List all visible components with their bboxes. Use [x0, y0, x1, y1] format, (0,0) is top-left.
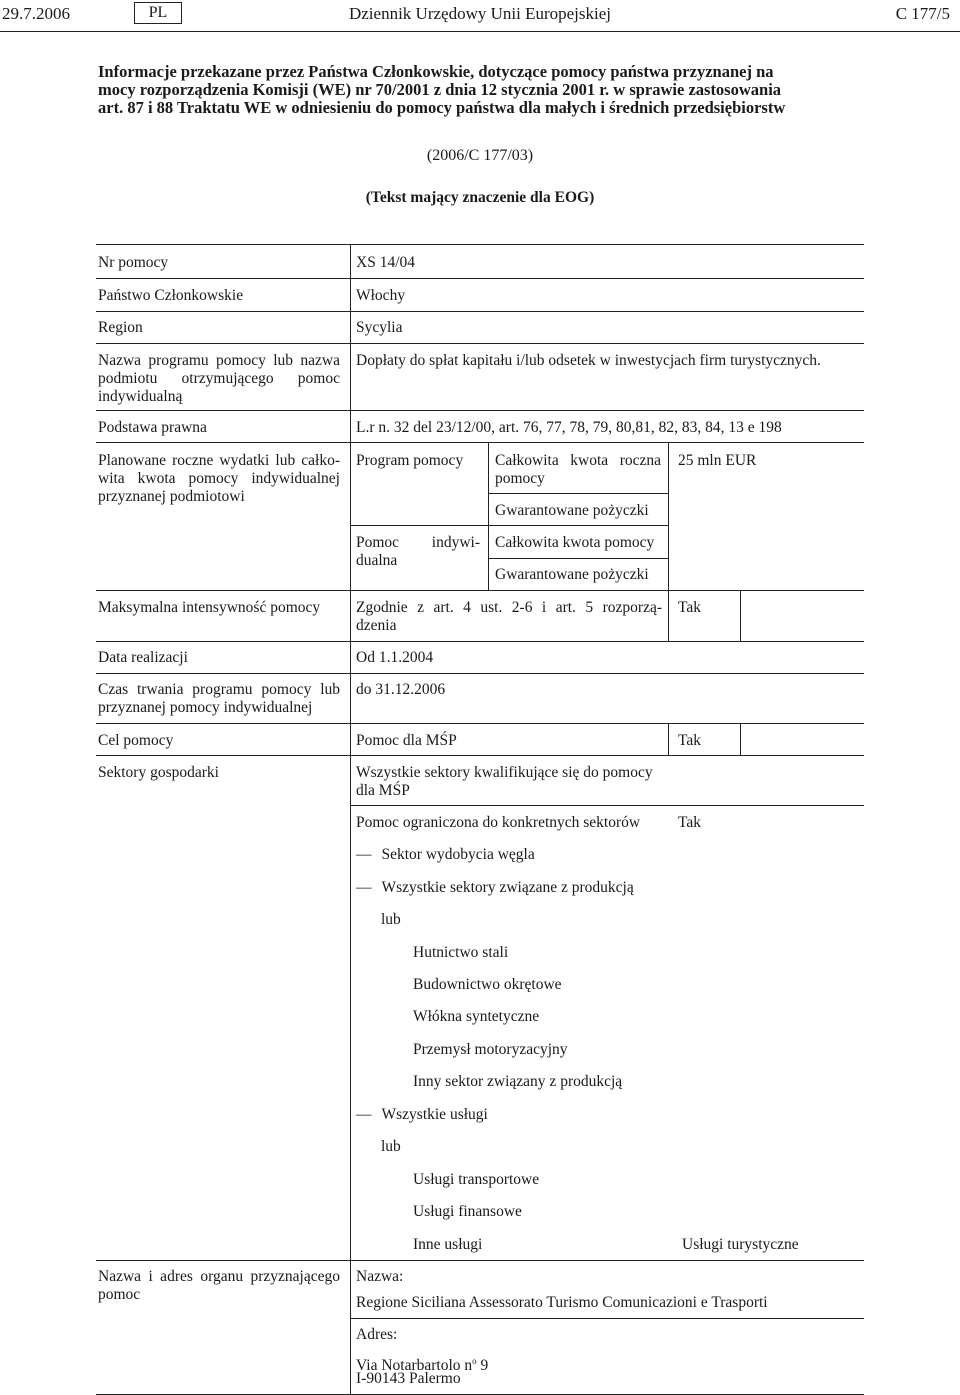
table-rule: [488, 493, 668, 494]
dash: —: [356, 879, 372, 896]
duration-value: do 31.12.2006: [356, 681, 446, 698]
individual-aid-line-2: dualna: [356, 552, 398, 569]
sectors-all-sme: [356, 764, 653, 800]
duration-label-line-2: przyznanej pomocy indywidualnej: [98, 699, 313, 716]
motor-vehicles-sector: Przemysł motoryzacyjny: [413, 1041, 568, 1058]
table-rule: [96, 244, 864, 245]
authority-label-line-1: Nazwa i adres organu przyznającego: [98, 1268, 340, 1285]
expenditure-label-line-3: przyznanej podmiotowi: [98, 488, 245, 505]
all-services-label: Wszystkie usługi: [381, 1106, 488, 1123]
individual-aid-line-1: Pomoc indywi-: [356, 534, 480, 551]
all-production-label: Wszystkie sektory związane z produkcją: [381, 879, 634, 896]
or-label-1: lub: [381, 911, 401, 928]
eea-relevance-note: (Tekst mający znaczenie dla EOG): [365, 189, 595, 206]
table-rule: [96, 410, 864, 411]
authority-address-line-2: I-90143 Palermo: [356, 1370, 461, 1387]
document-number: (2006/C 177/03): [426, 147, 534, 164]
table-rule: [96, 442, 864, 443]
objective-label: Cel pomocy: [98, 732, 174, 749]
individual-aid-label: [356, 534, 480, 570]
duration-label: [98, 681, 340, 717]
steel-sector: Hutnictwo stali: [413, 944, 509, 961]
title-line-3: art. 87 i 88 Traktatu WE w odniesieniu do pomocy państwa dla małych i średnich przedsiębiorstw: [98, 98, 786, 117]
language-badge: PL: [134, 2, 182, 24]
member-state-value: Włochy: [356, 287, 406, 304]
annual-amount-value: 25 mln EUR: [678, 452, 757, 469]
financial-services: Usługi finansowe: [413, 1203, 522, 1220]
table-rule: [488, 442, 489, 590]
objective-value: Pomoc dla MŚP: [356, 732, 457, 749]
guaranteed-loans-label: Gwarantowane pożyczki: [495, 502, 649, 519]
authority-label-line-2: pomoc: [98, 1286, 141, 1303]
title-line-1: Informacje przekazane przez Państwa Członkowskie, dotyczące pomocy państwa przyznanej na: [98, 62, 774, 81]
dash: —: [356, 1106, 372, 1123]
table-rule: [668, 442, 669, 590]
coal-sector-item: [356, 846, 535, 864]
other-manufacturing-sector: Inny sektor związany z produkcją: [413, 1073, 623, 1090]
header-rule: [0, 31, 960, 32]
journal-title: Dziennik Urzędowy Unii Europejskiej: [348, 4, 611, 23]
intensity-flag: Tak: [678, 599, 702, 616]
table-rule: [350, 1318, 864, 1319]
authority-address-label: Adres:: [356, 1326, 398, 1343]
implementation-date-label: Data realizacji: [98, 649, 188, 666]
table-rule: [350, 244, 351, 1394]
table-rule: [350, 525, 668, 526]
page-reference: C 177/5: [895, 4, 950, 23]
table-rule: [668, 590, 669, 641]
annual-amount-label: [495, 452, 661, 488]
legal-basis-value: L.r n. 32 del 23/12/00, art. 76, 77, 78, 79, 80,81, 82, 83, 84, 13 e 198: [356, 419, 782, 436]
synthetic-fibres-sector: Włókna syntetyczne: [413, 1008, 540, 1025]
max-intensity-value: [356, 599, 662, 635]
programme-label-line-3: indywidualną: [98, 388, 183, 405]
all-production-item: [356, 879, 634, 897]
dash: —: [356, 846, 372, 863]
programme-label-line-1: Nazwa programu pomocy lub nazwa: [98, 352, 340, 369]
region-value: Sycylia: [356, 319, 403, 336]
table-rule: [96, 278, 864, 279]
table-rule: [96, 755, 864, 756]
member-state-label: Państwo Członkowskie: [98, 287, 244, 304]
table-rule: [96, 723, 864, 724]
shipbuilding-sector: Budownictwo okrętowe: [413, 976, 562, 993]
intensity-value-line-2: dzenia: [356, 617, 397, 634]
expenditure-label-line-1: Planowane roczne wydatki lub całko-: [98, 452, 340, 469]
intensity-value-line-1: Zgodnie z art. 4 ust. 2-6 i art. 5 rozporzą-: [356, 599, 662, 616]
coal-sector-label: Sektor wydobycia węgla: [381, 846, 535, 863]
or-label-2: lub: [381, 1138, 401, 1155]
other-services-value: Usługi turystyczne: [682, 1236, 799, 1253]
total-amount-label: Całkowita kwota pomocy: [495, 534, 655, 551]
table-rule: [668, 723, 669, 755]
all-services-item: [356, 1106, 488, 1124]
expenditure-label: [98, 452, 340, 506]
annual-amount-line-1: Całkowita kwota roczna: [495, 452, 661, 469]
guaranteed-loans-label-2: Gwarantowane pożyczki: [495, 566, 649, 583]
table-rule: [350, 805, 864, 806]
aid-scheme-label: Program pomocy: [356, 452, 464, 469]
annual-amount-line-2: pomocy: [495, 470, 545, 487]
sectors-label: Sektory gospodarki: [98, 764, 219, 781]
sectors-all-line-2: dla MŚP: [356, 782, 410, 799]
table-rule: [96, 641, 864, 642]
number-abbrev-superscript: o: [472, 1356, 477, 1366]
programme-label-line-2: podmiotu otrzymującego pomoc: [98, 370, 340, 387]
table-rule: [96, 311, 864, 312]
region-label: Region: [98, 319, 143, 336]
expenditure-label-line-2: wita kwota pomocy indywidualnej: [98, 470, 340, 487]
max-intensity-label: Maksymalna intensywność pomocy: [98, 599, 321, 616]
table-rule: [96, 343, 864, 344]
street-name: Via Notarbartolo: [356, 1357, 461, 1375]
sectors-all-line-1: Wszystkie sektory kwalifikujące się do pomocy: [356, 764, 653, 781]
street-number: 9: [480, 1357, 489, 1375]
table-rule: [96, 1260, 864, 1261]
legal-basis-label: Podstawa prawna: [98, 419, 207, 436]
title-line-2: mocy rozporządzenia Komisji (WE) nr 70/2001 z dnia 12 stycznia 2001 r. w sprawie zastosowania: [98, 80, 782, 99]
other-services: Inne usługi: [413, 1236, 483, 1253]
objective-flag: Tak: [678, 732, 702, 749]
programme-name-label: [98, 352, 340, 406]
transport-services: Usługi transportowe: [413, 1171, 540, 1188]
table-rule: [96, 673, 864, 674]
implementation-date-value: Od 1.1.2004: [356, 649, 434, 666]
authority-label: [98, 1268, 340, 1304]
duration-label-line-1: Czas trwania programu pomocy lub: [98, 681, 340, 698]
sectors-limited: Pomoc ograniczona do konkretnych sektorów: [356, 814, 641, 831]
sectors-limited-flag: Tak: [678, 814, 702, 831]
authority-name-value: Regione Siciliana Assessorato Turismo Comunicazioni e Trasporti: [356, 1294, 768, 1311]
aid-number-value: XS 14/04: [356, 254, 415, 271]
table-rule: [488, 558, 668, 559]
table-rule: [740, 723, 741, 755]
table-rule: [740, 590, 741, 641]
aid-number-label: Nr pomocy: [98, 254, 169, 271]
table-rule: [96, 590, 864, 591]
document-title: [98, 63, 866, 117]
header-date: 29.7.2006: [2, 4, 70, 23]
programme-name-value: Dopłaty do spłat kapitału i/lub odsetek w inwestycjach firm turystycznych.: [356, 352, 821, 369]
number-abbrev: n: [464, 1357, 473, 1375]
authority-name-label: Nazwa:: [356, 1268, 404, 1285]
